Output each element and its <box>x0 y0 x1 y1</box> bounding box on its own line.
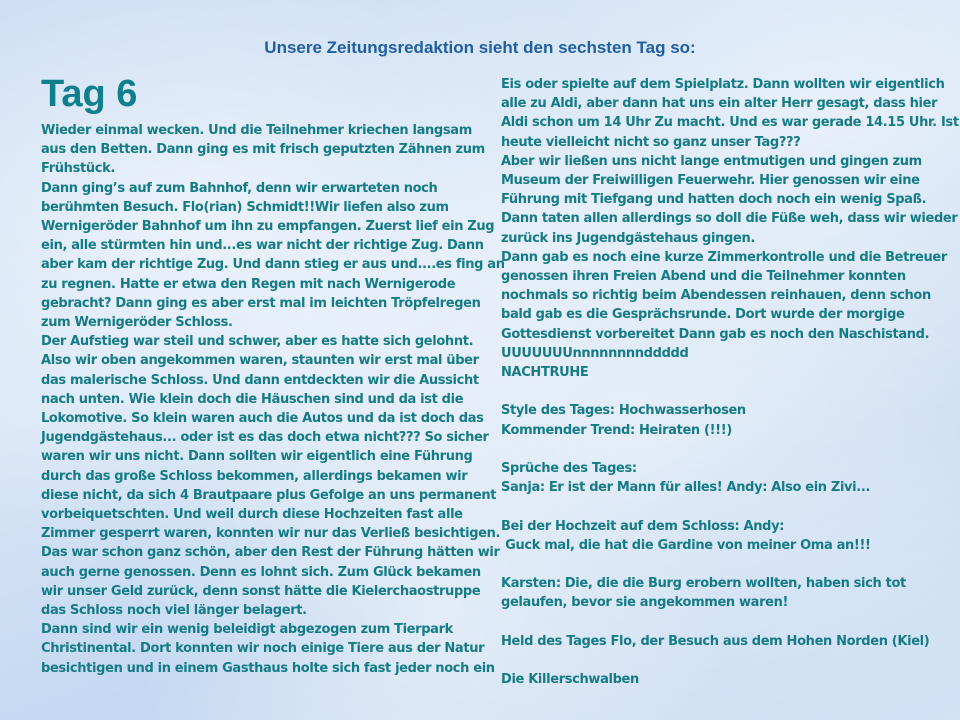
text-line: zum Wernigeröder Schloss. <box>41 315 233 331</box>
text-line: Christinental. Dort konnten wir noch einige Tiere aus der Natur <box>41 641 485 657</box>
text-line: genossen ihren Freien Abend und die Teilnehmer konnten <box>501 269 906 285</box>
text-line: Kommender Trend: Heiraten (!!!) <box>501 422 732 438</box>
text-line <box>501 613 951 632</box>
text-line: waren wir uns nicht. Dann sollten wir eigentlich eine Führung <box>41 449 473 465</box>
text-line: Eis oder spielte auf dem Spielplatz. Dann wollten wir eigentlich <box>501 77 945 92</box>
text-line: Der Aufstieg war steil und schwer, aber es hatte sich gelohnt. <box>41 334 474 350</box>
text-line: Frühstück. <box>41 161 115 177</box>
text-line: ein, alle stürmten hin und...es war nicht der richtige Zug. Dann <box>41 238 484 254</box>
left-column-text <box>41 121 505 678</box>
text-line: Führung mit Tiefgang und hatten doch noch ein wenig Spaß. <box>501 192 927 208</box>
text-line: alle zu Aldi, aber dann hat uns ein alter Herr gesagt, dass hier <box>501 96 938 112</box>
text-line: Wieder einmal wecken. Und die Teilnehmer kriechen langsam <box>41 123 472 138</box>
text-line: berühmten Besuch. Flo(rian) Schmidt!!Wir liefen also zum <box>41 199 449 215</box>
right-column-text <box>501 75 959 689</box>
text-line: gelaufen, bevor sie angekommen waren! <box>501 595 789 611</box>
text-line: Aber wir ließen uns nicht lange entmutigen und gingen zum <box>501 153 922 169</box>
text-line: Sanja: Er ist der Mann für alles! Andy: Also ein Zivi... <box>501 480 871 496</box>
text-line: UUUUUUUnnnnnnnnddddd <box>501 345 689 361</box>
text-line <box>501 382 951 401</box>
text-line: Museum der Freiwilligen Feuerwehr. Hier genossen wir eine <box>501 173 920 189</box>
text-line: aber kam der richtige Zug. Und dann stieg er aus und....es fing an <box>41 257 505 273</box>
text-line: heute vielleicht nicht so ganz unser Tag??? <box>501 134 801 150</box>
text-line <box>501 555 951 574</box>
text-line: das malerische Schloss. Und dann entdeckten wir die Aussicht <box>41 372 479 388</box>
text-line: Jugendgästehaus... oder ist es das doch etwa nicht??? So sicher <box>41 430 489 446</box>
text-line: vorbeiquetschten. Und weil durch diese Hochzeiten fast alle <box>41 507 463 523</box>
text-line: Sprüche des Tages: <box>501 461 637 477</box>
text-line: NACHTRUHE <box>501 365 589 381</box>
text-line <box>501 497 951 516</box>
text-line: wir unser Geld zurück, denn sonst hätte die Kielerchaostruppe <box>41 583 481 599</box>
text-line <box>501 440 951 459</box>
text-line: Aldi schon um 14 Uhr Zu macht. Und es war gerade 14.15 Uhr. Ist <box>501 115 959 131</box>
text-line: Gottesdienst vorbereitet Dann gab es noch den Naschistand. <box>501 326 930 342</box>
text-line: bald gab es die Gesprächsrunde. Dort wurde der morgige <box>501 307 905 323</box>
text-line: Bei der Hochzeit auf dem Schloss: Andy: <box>501 518 785 534</box>
text-line: Das war schon ganz schön, aber den Rest der Führung hätten wir <box>41 545 500 561</box>
text-line: Held des Tages Flo, der Besuch aus dem Hohen Norden (Kiel) <box>501 633 930 649</box>
text-line: Die Killerschwalben <box>501 672 639 688</box>
text-line: Karsten: Die, die die Burg erobern wollten, haben sich tot <box>501 576 906 592</box>
text-line: das Schloss noch viel länger belagert. <box>41 603 307 619</box>
text-line <box>501 651 951 670</box>
text-line: Wernigeröder Bahnhof um ihn zu empfangen. Zuerst lief ein Zug <box>41 219 495 235</box>
text-line: Dann sind wir ein wenig beleidigt abgezogen zum Tierpark <box>41 622 453 638</box>
text-line: zu regnen. Hatte er etwa den Regen mit nach Wernigerode <box>41 276 456 292</box>
text-line: Also wir oben angekommen waren, staunten wir erst mal über <box>41 353 479 369</box>
text-line: nach unten. Wie klein doch die Häuschen sind und da ist die <box>41 391 464 407</box>
text-line: durch das große Schloss bekommen, allerdings bekamen wir <box>41 468 468 484</box>
text-line: Dann ging’s auf zum Bahnhof, denn wir erwarteten noch <box>41 180 438 196</box>
text-line: Dann gab es noch eine kurze Zimmerkontrolle und die Betreuer <box>501 249 947 265</box>
text-line: besichtigen und in einem Gasthaus holte sich fast jeder noch ein <box>41 660 495 676</box>
text-line: Guck mal, die hat die Gardine von meiner Oma an!!! <box>501 537 871 553</box>
text-line: Lokomotive. So klein waren auch die Autos und da ist doch das <box>41 411 484 427</box>
day-title: Tag 6 <box>41 73 138 115</box>
text-line: nochmals so richtig beim Abendessen reinhauen, denn schon <box>501 288 931 304</box>
text-line: auch gerne genossen. Denn es lohnt sich. Zum Glück bekamen <box>41 564 481 580</box>
text-line: gebracht? Dann ging es aber erst mal im leichten Tröpfelregen <box>41 295 481 311</box>
text-line: Style des Tages: Hochwasserhosen <box>501 403 746 419</box>
text-line: Dann taten allen allerdings so doll die Füße weh, dass wir wieder <box>501 211 958 227</box>
text-line: diese nicht, da sich 4 Brautpaare plus Gefolge an uns permanent <box>41 487 497 503</box>
page-heading: Unsere Zeitungsredaktion sieht den sechsten Tag so: <box>264 38 696 57</box>
text-line: zurück ins Jugendgästehaus gingen. <box>501 230 755 246</box>
text-line: Zimmer gesperrt waren, konnten wir nur das Verließ besichtigen. <box>41 526 501 542</box>
text-line: aus den Betten. Dann ging es mit frisch geputzten Zähnen zum <box>41 142 485 158</box>
